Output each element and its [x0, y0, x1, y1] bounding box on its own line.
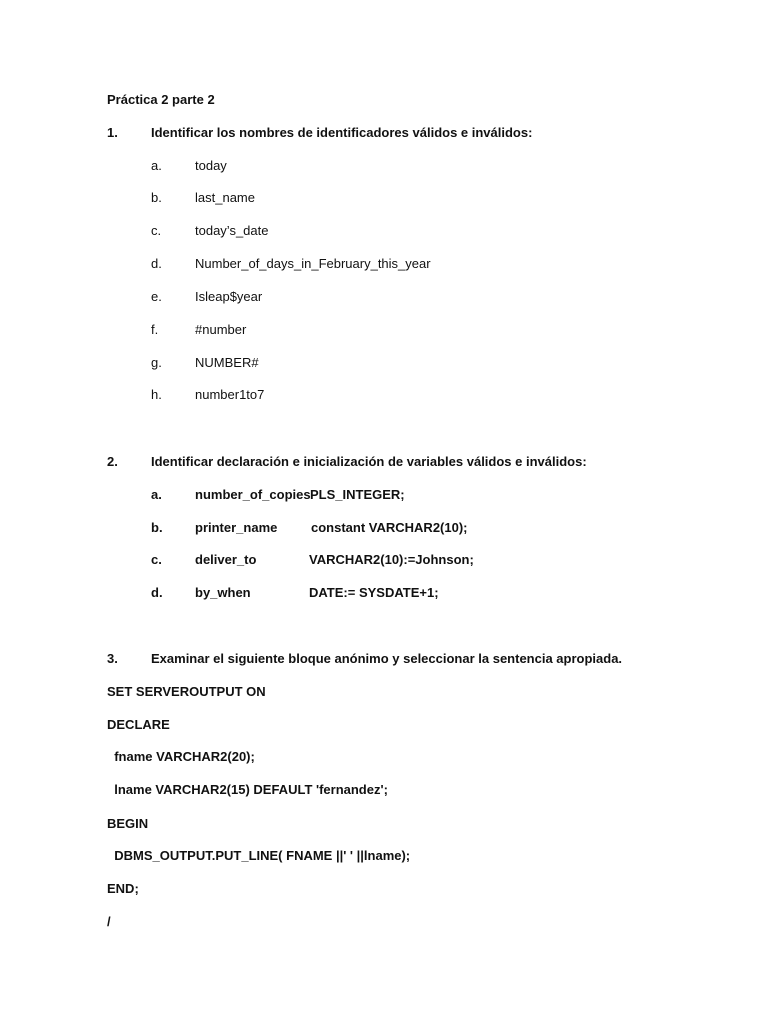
- code-line: BEGIN: [107, 816, 149, 831]
- q1-item-letter: h.: [151, 387, 162, 402]
- code-line: SET SERVEROUTPUT ON: [107, 684, 266, 699]
- q1-item-value: #number: [195, 322, 247, 337]
- question-1-text: Identificar los nombres de identificadores válidos e inválidos:: [151, 125, 533, 140]
- q1-item-value: today: [195, 158, 227, 173]
- q1-item-letter: f.: [151, 322, 159, 337]
- q1-item-value: number1to7: [195, 387, 265, 402]
- q1-item-value: last_name: [195, 190, 255, 205]
- q1-item-letter: d.: [151, 256, 162, 271]
- code-line: fname VARCHAR2(20);: [107, 749, 255, 764]
- q1-item-letter: b.: [151, 190, 162, 205]
- q1-item-value: NUMBER#: [195, 355, 259, 370]
- q2-item-name: deliver_to: [195, 552, 257, 567]
- question-3-text: Examinar el siguiente bloque anónimo y seleccionar la sentencia apropiada.: [151, 651, 623, 666]
- q2-item-letter: d.: [151, 585, 163, 600]
- q1-item-value: Number_of_days_in_February_this_year: [195, 256, 431, 271]
- question-1-number: 1.: [107, 125, 118, 140]
- page-title: Práctica 2 parte 2: [107, 92, 215, 107]
- code-line: lname VARCHAR2(15) DEFAULT 'fernandez';: [107, 782, 388, 797]
- q1-item-value: Isleap$year: [195, 289, 263, 304]
- code-line: DBMS_OUTPUT.PUT_LINE( FNAME ||' ' ||lname);: [107, 848, 411, 863]
- code-line: END;: [107, 881, 139, 896]
- q2-item-name: by_when: [195, 585, 251, 600]
- q2-item-letter: c.: [151, 552, 162, 567]
- q2-item-name: number_of_copies: [195, 487, 311, 502]
- question-3-number: 3.: [107, 651, 118, 666]
- q1-item-letter: a.: [151, 158, 162, 173]
- question-2-text: Identificar declaración e inicialización de variables válidos e inválidos:: [151, 454, 587, 469]
- code-line: DECLARE: [107, 717, 170, 732]
- q2-item-decl: VARCHAR2(10):=Johnson;: [309, 552, 474, 567]
- question-2-number: 2.: [107, 454, 118, 469]
- q2-item-letter: b.: [151, 520, 163, 535]
- q2-item-decl: constant VARCHAR2(10);: [311, 520, 468, 535]
- q1-item-letter: c.: [151, 223, 162, 238]
- code-line: /: [107, 914, 111, 929]
- q2-item-decl: PLS_INTEGER;: [310, 487, 405, 502]
- q2-item-letter: a.: [151, 487, 162, 502]
- q1-item-letter: g.: [151, 355, 162, 370]
- q1-item-letter: e.: [151, 289, 162, 304]
- q1-item-value: today’s_date: [195, 223, 269, 238]
- q2-item-name: printer_name: [195, 520, 278, 535]
- q2-item-decl: DATE:= SYSDATE+1;: [309, 585, 439, 600]
